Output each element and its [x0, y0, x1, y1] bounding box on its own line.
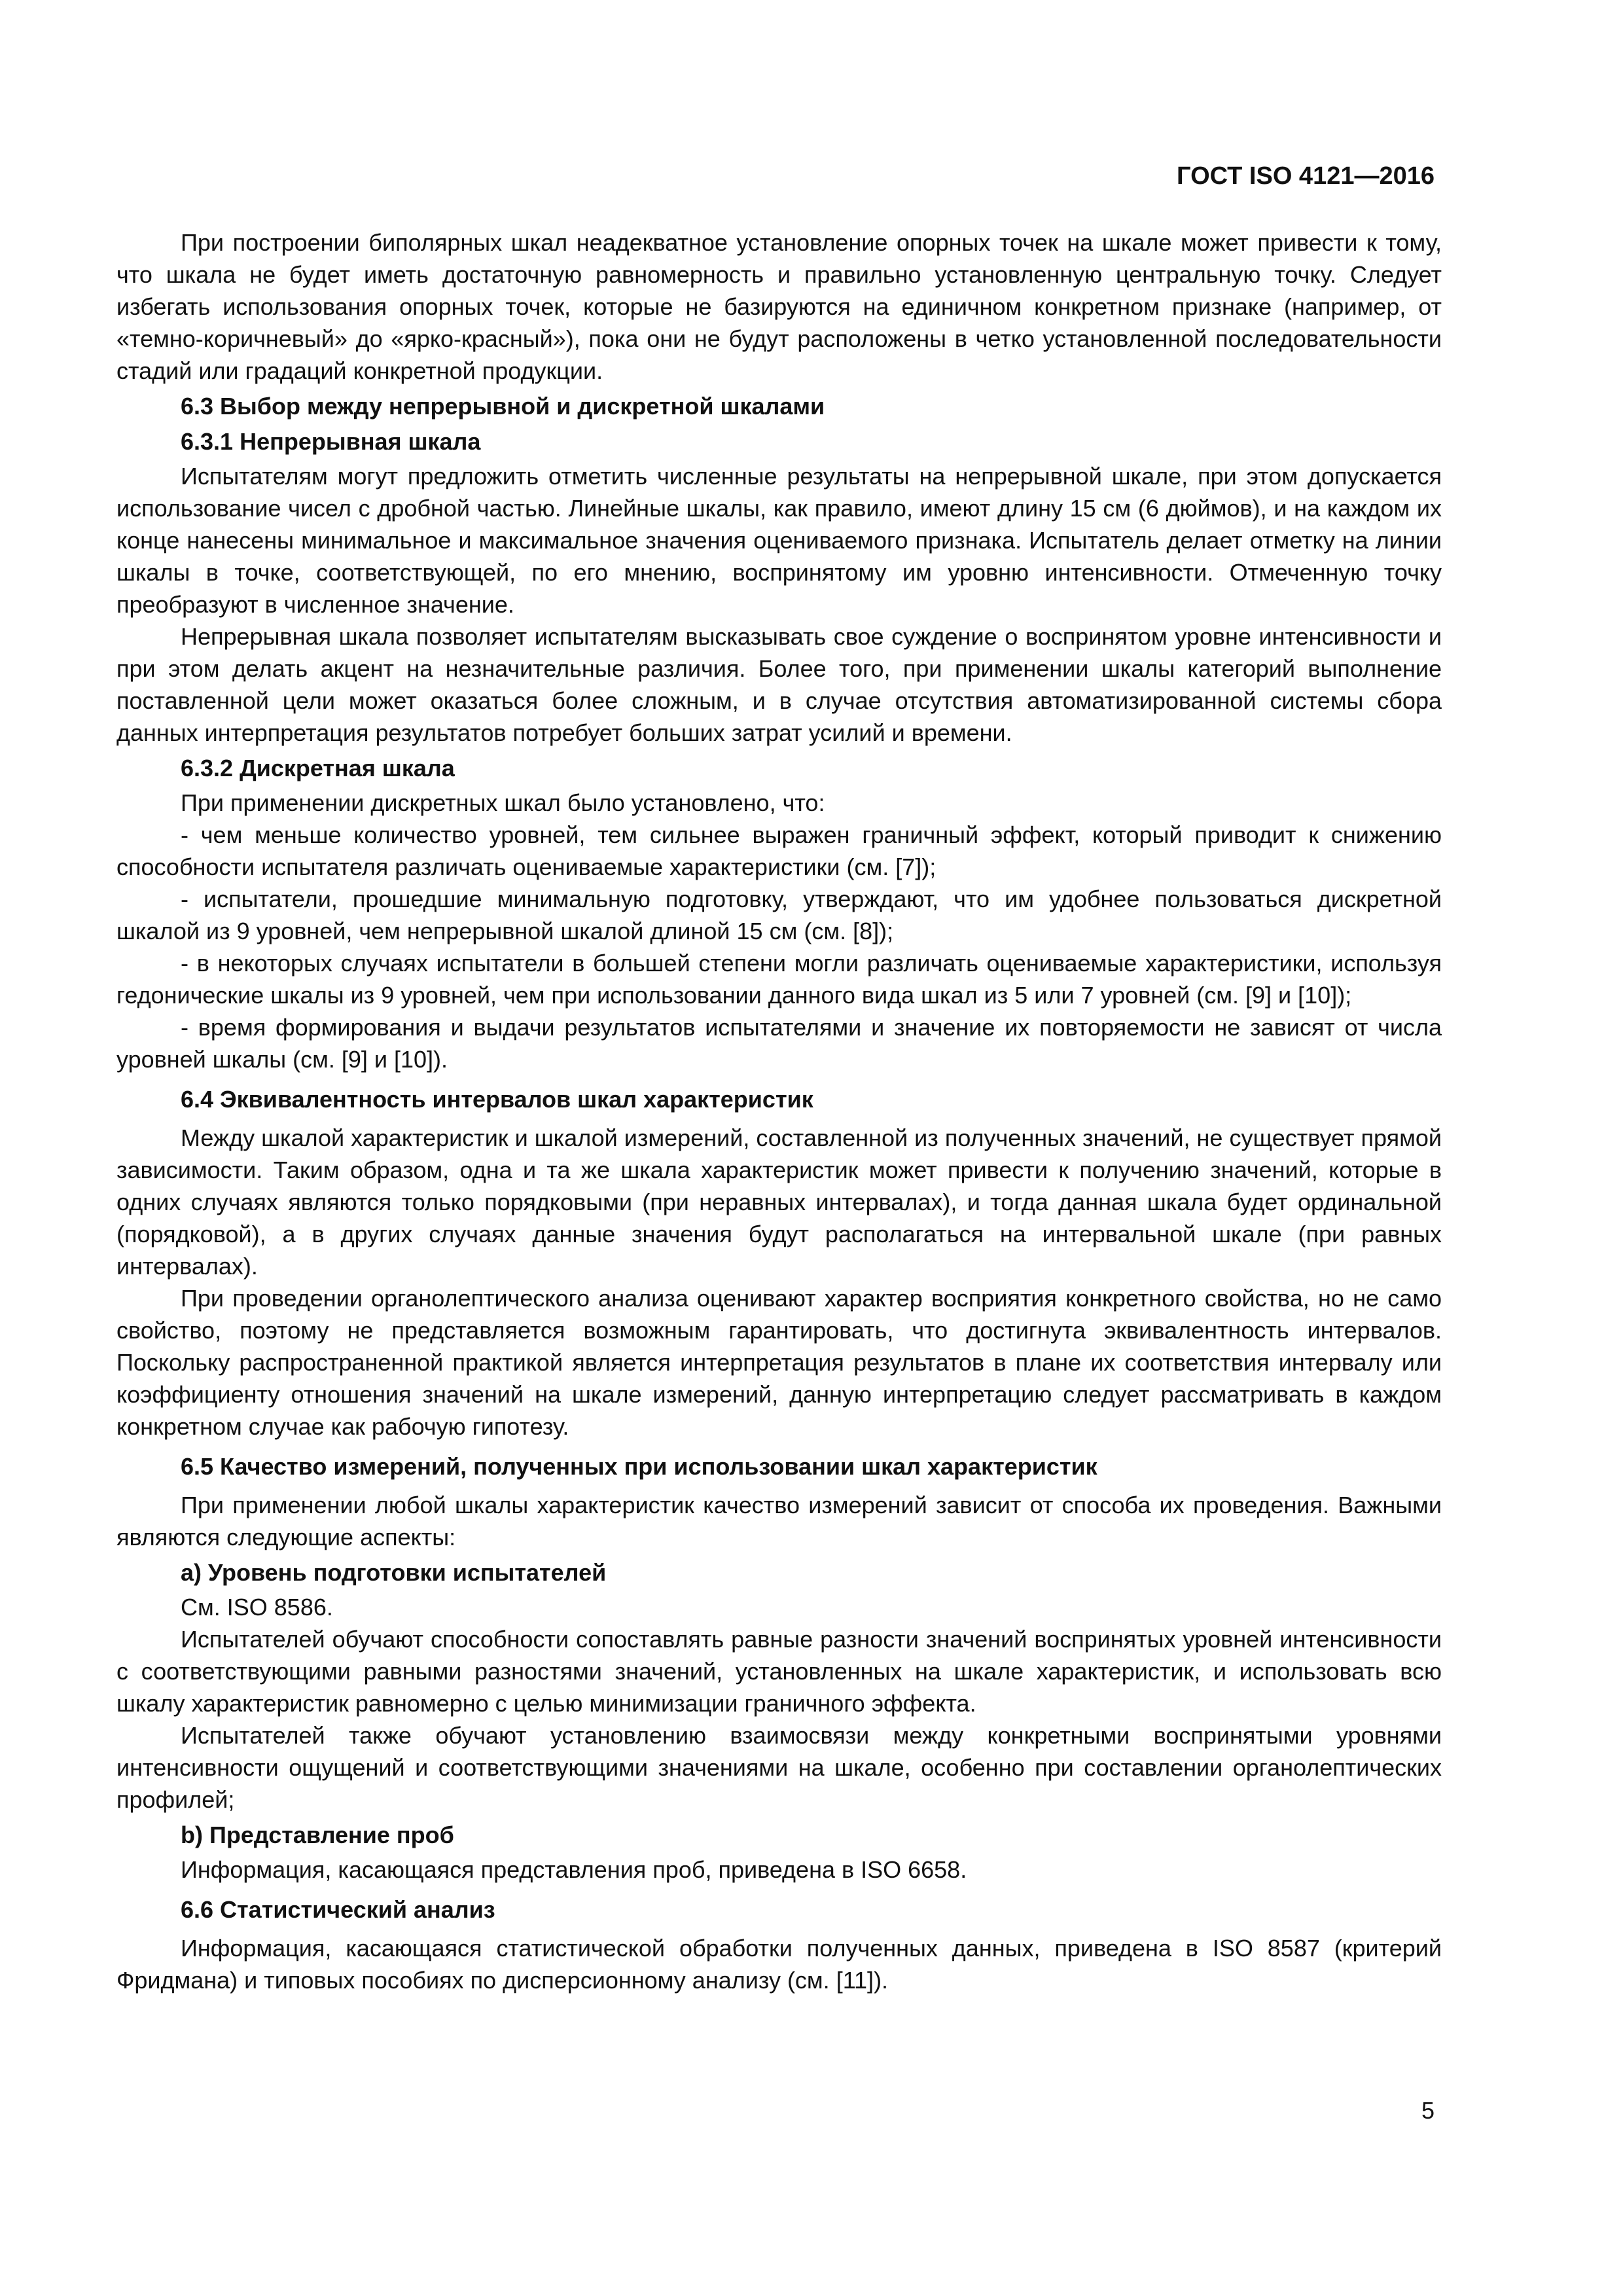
section-heading-6-3: 6.3 Выбор между непрерывной и дискретной шкалами	[181, 393, 825, 420]
paragraph: При применении дискретных шкал было установлено, что:	[181, 789, 825, 816]
paragraph: Между шкалой характеристик и шкалой измерений, составленной из полученных значений, не существует прямой зависимости. Таким образом, одна и та же шкала характеристик может привести к получению значений, которые в одних случаях являются только порядковыми (при неравных интервалах), и тогда данная шкала будет ординальной (порядковой), а в других случаях данные значения будут располагаться на интервальной шкале (при равных интервалах).	[116, 1124, 1442, 1280]
list-item: - испытатели, прошедшие минимальную подготовку, утверждают, что им удобнее пользоваться дискретной шкалой из 9 уровней, чем непрерывной шкалой длиной 15 см (см. [8]);	[116, 886, 1442, 944]
list-item: - чем меньше количество уровней, тем сильнее выражен граничный эффект, который приводит к снижению способности испытателя различать оцениваемые характеристики (см. [7]);	[116, 821, 1442, 880]
paragraph: При построении биполярных шкал неадекватное установление опорных точек на шкале может привести к тому, что шкала не будет иметь достаточную равномерность и правильно установленную центральную точку. Следует избегать использования опорных точек, которые не базируются на единичном конкретном признаке (например, от «темно-коричневый» до «ярко-красный»), пока они не будут расположены в четко установленной последовательности стадий или градаций конкретной продукции.	[116, 229, 1442, 384]
paragraph: При проведении органолептического анализа оценивают характер восприятия конкретного свойства, но не само свойство, поэтому не представляется возможным гарантировать, что достигнута эквивалентность интервалов. Поскольку распространенной практикой является интерпретация результатов в плане их соответствия интервалу или коэффициенту отношения значений на шкале измерений, данную интерпретацию следует рассматривать в каждом конкретном случае как рабочую гипотезу.	[116, 1285, 1442, 1440]
section-heading-6-3-2: 6.3.2 Дискретная шкала	[181, 755, 455, 781]
paragraph: Непрерывная шкала позволяет испытателям высказывать свое суждение о воспринятом уровне интенсивности и при этом делать акцент на незначительные различия. Более того, при применении шкалы категорий выполнение поставленной цели может оказаться более сложным, и в случае отсутствия автоматизированной системы сбора данных интерпретация результатов потребует больших затрат усилий и времени.	[116, 623, 1442, 746]
document-body	[116, 226, 1442, 1996]
subheading-a: a) Уровень подготовки испытателей	[181, 1559, 607, 1586]
paragraph: Информация, касающаяся статистической обработки полученных данных, приведена в ISO 8587 (критерий Фридмана) и типовых пособиях по дисперсионному анализу (см. [11]).	[116, 1935, 1442, 1994]
paragraph: Испытателям могут предложить отметить численные результаты на непрерывной шкале, при этом допускается использование чисел с дробной частью. Линейные шкалы, как правило, имеют длину 15 см (6 дюймов), и на каждом их конце нанесены минимальное и максимальное значения оцениваемого признака. Испытатель делает отметку на линии шкалы в точке, соответствующей, по его мнению, воспринятому им уровню интенсивности. Отмеченную точку преобразуют в численное значение.	[116, 463, 1442, 618]
paragraph: Испытателей также обучают установлению взаимосвязи между конкретными воспринятыми уровнями интенсивности ощущений и соответствующими значениями на шкале, особенно при составлении органолептических профилей;	[116, 1722, 1442, 1813]
paragraph: Испытателей обучают способности сопоставлять равные разности значений воспринятых уровней интенсивности с соответствующими равными разностями значений, установленных на шкале характеристик, и использовать всю шкалу характеристик равномерно с целью минимизации граничного эффекта.	[116, 1626, 1442, 1717]
paragraph: См. ISO 8586.	[181, 1594, 333, 1621]
subheading-b: b) Представление проб	[181, 1821, 454, 1848]
list-item: - в некоторых случаях испытатели в большей степени могли различать оцениваемые характеристики, используя гедонические шкалы из 9 уровней, чем при использовании данного вида шкал из 5 или 7 уровней (см. [9] и [10]);	[116, 950, 1442, 1009]
section-heading-6-4: 6.4 Эквивалентность интервалов шкал характеристик	[181, 1086, 813, 1113]
section-heading-6-6: 6.6 Статистический анализ	[181, 1896, 495, 1923]
standard-code-header: ГОСТ ISO 4121—2016	[1177, 162, 1435, 190]
page-number: 5	[1421, 2097, 1435, 2124]
section-heading-6-5: 6.5 Качество измерений, полученных при использовании шкал характеристик	[181, 1453, 1097, 1480]
list-item: - время формирования и выдачи результатов испытателями и значение их повторяемости не зависят от числа уровней шкалы (см. [9] и [10]).	[116, 1014, 1442, 1073]
section-heading-6-3-1: 6.3.1 Непрерывная шкала	[181, 428, 481, 455]
paragraph: При применении любой шкалы характеристик качество измерений зависит от способа их проведения. Важными являются следующие аспекты:	[116, 1492, 1442, 1551]
paragraph: Информация, касающаяся представления проб, приведена в ISO 6658.	[181, 1856, 967, 1883]
